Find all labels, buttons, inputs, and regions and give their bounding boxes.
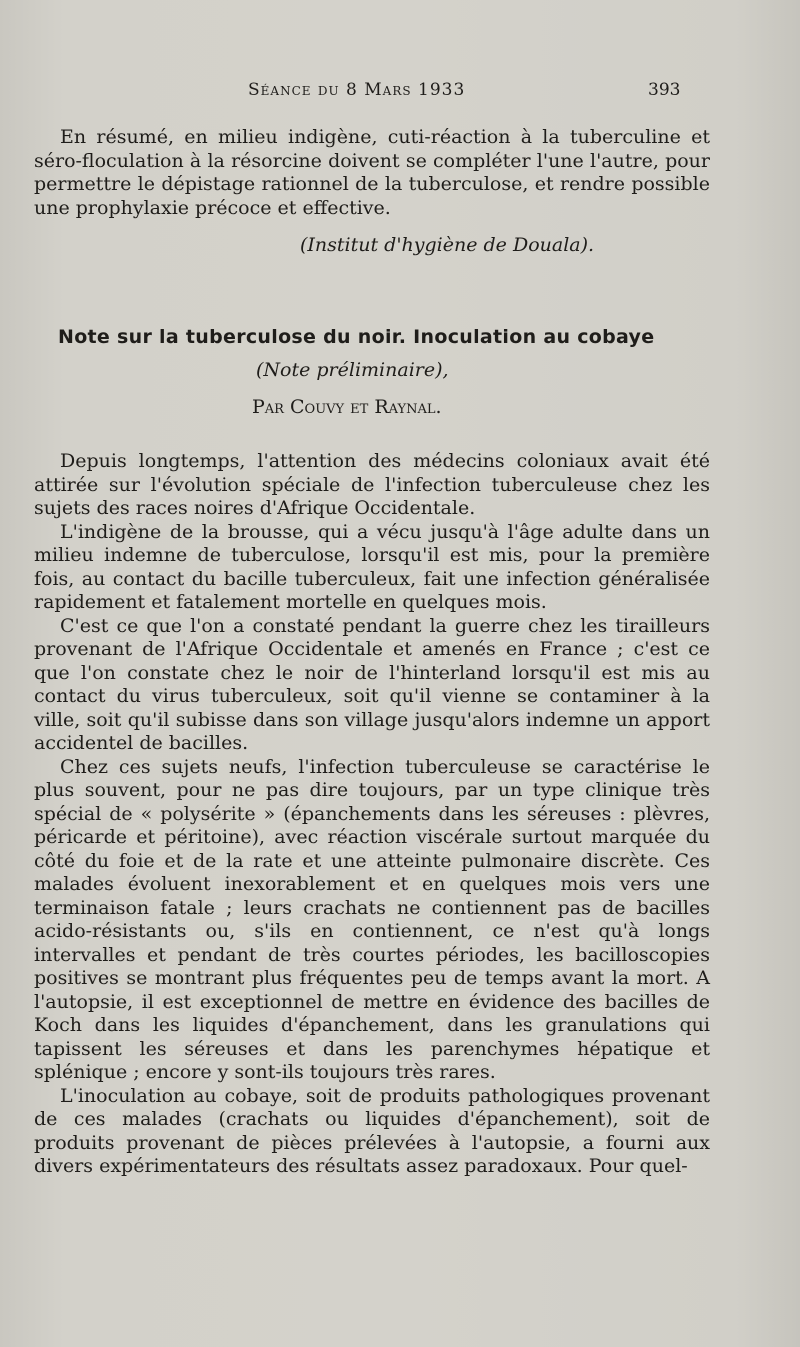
page-number: 393 bbox=[648, 80, 681, 100]
body-paragraph: L'indigène de la brousse, qui a vécu jusqu'à l'âge adulte dans un milieu indemne de tuberculose, lorsqu'il est mis, pour la première fois, au contact du bacille tuberculeux, fait une infection généralisée rapidement et fatalement mortelle en quelques mois. bbox=[34, 520, 710, 613]
running-title: Séance du 8 Mars 1933 bbox=[248, 80, 466, 100]
body-paragraph: Depuis longtemps, l'attention des médecins coloniaux avait été attirée sur l'évolution spéciale de l'infection tuberculeuse chez les sujets des races noires d'Afrique Occidentale. bbox=[34, 450, 710, 519]
body-paragraph: Chez ces sujets neufs, l'infection tuberculeuse se caractérise le plus souvent, pour ne pas dire toujours, par un type clinique très spécial de « polysérite » (épanchements dans les séreuses : plèvres, péricarde et péritoine), avec réaction viscérale surtout marquée du côté du foie et de la rate et une atteinte pulmonaire discrète. Ces malades évoluent inexorablement et en quelques mois vers une terminaison fatale ; leurs crachats ne contiennent pas de bacilles acido-résistants ou, s'ils en contiennent, ce n'est qu'à longs intervalles et pendant de très courtes périodes, les bacilloscopies positives se montrant plus fréquentes peu de temps avant la mort. A l'autopsie, il est exceptionnel de mettre en évidence des bacilles de Koch dans les liquides d'épanchement, dans les granulations qui tapissent les séreuses et dans les parenchymes hépatique et splénique ; encore y sont-ils toujours très rares. bbox=[34, 755, 710, 1083]
intro-block bbox=[34, 126, 710, 220]
institute-signature: (Institut d'hygiène de Douala). bbox=[300, 234, 595, 256]
article-body bbox=[34, 450, 710, 1179]
article-title: Note sur la tuberculose du noir. Inoculation au cobaye bbox=[58, 326, 655, 348]
intro-paragraph: En résumé, en milieu indigène, cuti-réaction à la tuberculine et séro-floculation à la résorcine doivent se compléter l'une l'autre, pour permettre le dépistage rationnel de la tuberculose, et rendre possible une prophylaxie précoce et effective. bbox=[34, 126, 710, 219]
article-authors: Par Couvy et Raynal. bbox=[252, 396, 442, 418]
article-subtitle: (Note préliminaire), bbox=[256, 359, 449, 381]
body-paragraph: L'inoculation au cobaye, soit de produits pathologiques provenant de ces malades (crachats ou liquides d'épanchement), soit de produits provenant de pièces prélevées à l'autopsie, a fourni aux divers expérimentateurs des résultats assez paradoxaux. Pour quel- bbox=[34, 1084, 710, 1177]
running-head bbox=[0, 80, 800, 110]
body-paragraph: C'est ce que l'on a constaté pendant la guerre chez les tirailleurs provenant de l'Afrique Occidentale et amenés en France ; c'est ce que l'on constate chez le noir de l'hinterland lorsqu'il est mis au contact du virus tuberculeux, soit qu'il vienne se contaminer à la ville, soit qu'il subisse dans son village jusqu'alors indemne un apport accidentel de bacilles. bbox=[34, 614, 710, 754]
